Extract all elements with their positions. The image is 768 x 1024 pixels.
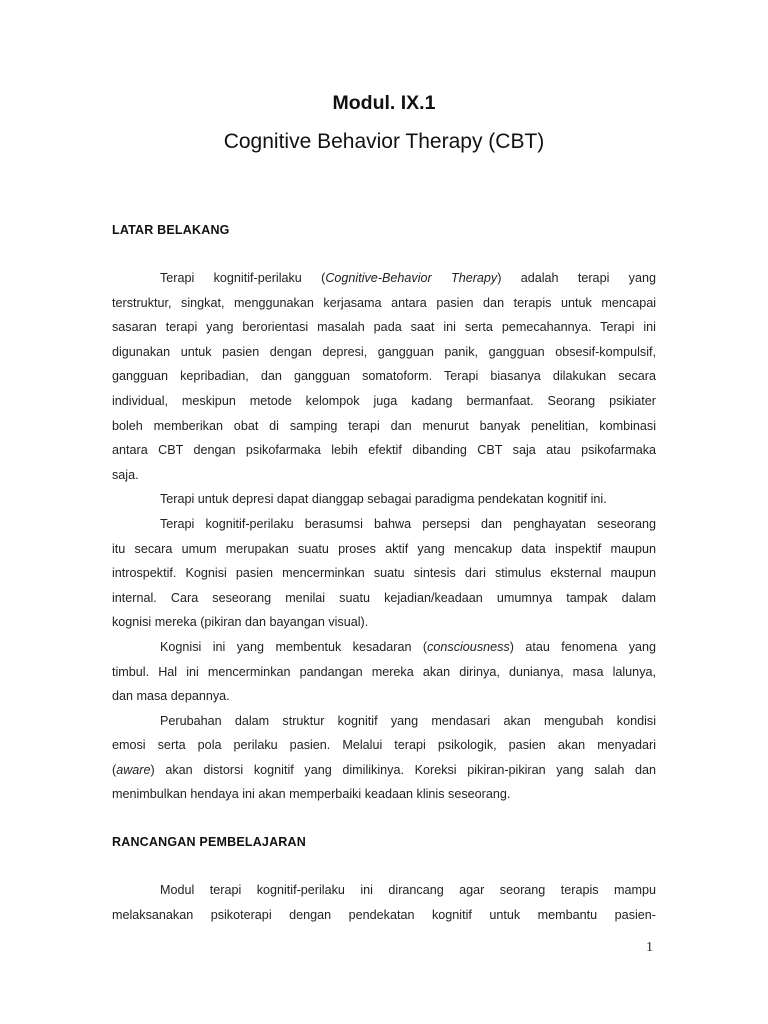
page-title: Cognitive Behavior Therapy (CBT): [223, 130, 545, 153]
text-line: boleh memberikan obat di samping terapi dan menurut banyak penelitian, kombinasi: [112, 418, 656, 433]
text-line: Terapi untuk depresi dapat dianggap sebagai paradigma pendekatan kognitif ini.: [160, 492, 607, 507]
text-line: menimbulkan hendaya ini akan memperbaiki keadaan klinis seseorang.: [112, 787, 511, 802]
section-heading-latar-belakang: LATAR BELAKANG: [112, 223, 230, 237]
text-line: Kognisi ini yang membentuk kesadaran (consciousness) atau fenomena yang: [160, 639, 656, 654]
text-line: dan masa depannya.: [112, 689, 230, 704]
text-line: (aware) akan distorsi kognitif yang dimilikinya. Koreksi pikiran-pikiran yang salah dan: [112, 762, 656, 777]
text-line: melaksanakan psikoterapi dengan pendekatan kognitif untuk membantu pasien-: [112, 907, 656, 922]
text-line: Perubahan dalam struktur kognitif yang mendasari akan mengubah kondisi: [160, 713, 656, 728]
page-number: 1: [646, 940, 653, 955]
text-line: terstruktur, singkat, menggunakan kerjasama antara pasien dan terapis untuk mencapai: [112, 295, 656, 310]
text-line: digunakan untuk pasien dengan depresi, gangguan panik, gangguan obsesif-kompulsif,: [112, 344, 656, 359]
text-line: Terapi kognitif-perilaku berasumsi bahwa persepsi dan penghayatan seseorang: [160, 516, 656, 531]
text-line: gangguan kepribadian, dan gangguan somatoform. Terapi biasanya dilakukan secara: [112, 369, 656, 384]
text-line: individual, meskipun metode kelompok juga kadang bermanfaat. Seorang psikiater: [112, 393, 656, 408]
section-body-rancangan-pembelajaran: [112, 878, 656, 927]
text-line: sasaran terapi yang berorientasi masalah pada saat ini serta pemecahannya. Terapi ini: [112, 320, 656, 335]
text-line: timbul. Hal ini mencerminkan pandangan mereka akan dirinya, dunianya, masa lalunya,: [112, 664, 656, 679]
text-line: kognisi mereka (pikiran dan bayangan visual).: [112, 615, 369, 630]
module-label: Modul. IX.1: [332, 92, 436, 114]
text-line: Terapi kognitif-perilaku (Cognitive-Behavior Therapy) adalah terapi yang: [160, 271, 656, 285]
section-heading-rancangan-pembelajaran: RANCANGAN PEMBELAJARAN: [112, 835, 306, 849]
text-line: emosi serta pola perilaku pasien. Melalui terapi psikologik, pasien akan menyadari: [112, 738, 656, 753]
text-line: antara CBT dengan psikofarmaka lebih efektif dibanding CBT saja atau psikofarmaka: [112, 443, 656, 458]
text-line: saja.: [112, 467, 139, 482]
text-line: internal. Cara seseorang menilai suatu kejadian/keadaan umumnya tampak dalam: [112, 590, 656, 605]
text-line: itu secara umum merupakan suatu proses aktif yang mencakup data inspektif maupun: [112, 541, 656, 556]
text-line: introspektif. Kognisi pasien mencerminkan suatu sintesis dari stimulus eksternal maupun: [112, 566, 656, 581]
text-line: Modul terapi kognitif-perilaku ini dirancang agar seorang terapis mampu: [160, 883, 656, 897]
section-body-latar-belakang: [112, 266, 656, 807]
